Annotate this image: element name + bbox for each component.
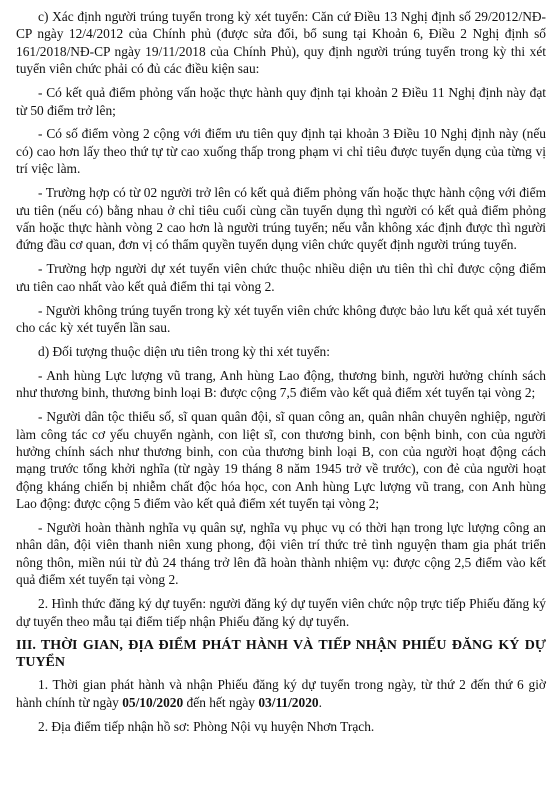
paragraph-priority-2-5: - Người hoàn thành nghĩa vụ quân sự, nghĩa vụ phục vụ có thời hạn trong lực lượng công an nhân dân, đội viên thanh niên xung phong, đội viên trí thức trẻ tình nguyện tham gia phát triển nông thôn, miền núi từ đủ 24 tháng trở lên đã hoàn thành nhiệm vụ: được cộng 2,5 điểm vào kết quả điểm xét tuyển tại vòng 2. <box>16 520 546 588</box>
paragraph-priority-7-5: - Anh hùng Lực lượng vũ trang, Anh hùng Lao động, thương binh, người hưởng chính sách như thương binh, thương binh loại B: được cộng 7,5 điểm vào kết quả điểm xét tuyển tại vòng 2; <box>16 367 546 401</box>
paragraph-location: 2. Địa điểm tiếp nhận hồ sơ: Phòng Nội vụ huyện Nhơn Trạch. <box>38 718 375 734</box>
paragraph-priority-intro: d) Đối tượng thuộc diện ưu tiên trong kỳ thi xét tuyển: <box>38 343 330 359</box>
time-text-2: đến hết ngày <box>183 694 259 710</box>
paragraph-round2-score: - Có số điểm vòng 2 cộng với điểm ưu tiên quy định tại khoản 3 Điều 10 Nghị định này (nếu có) cao hơn lấy theo thứ tự từ cao xuống thấp trong phạm vi chỉ tiêu được tuyển dụng của từng vị trí việc làm. <box>16 126 546 177</box>
time-text-1: 1. Thời gian phát hành và nhận Phiếu đăng ký dự tuyển trong ngày, từ thứ 2 đến thứ 6 giờ hành chính từ ngày <box>16 677 546 710</box>
section-heading: III. THỜI GIAN, ĐỊA ĐIỂM PHÁT HÀNH VÀ TIẾP NHẬN PHIẾU ĐĂNG KÝ DỰ TUYỂN <box>16 637 546 670</box>
paragraph-interview-score: - Có kết quả điểm phỏng vấn hoặc thực hành quy định tại khoản 2 Điều 11 Nghị định này đạt từ 50 điểm trở lên; <box>16 85 546 118</box>
paragraph-tie-break: - Trường hợp có từ 02 người trở lên có kết quả điểm phỏng vấn hoặc thực hành cộng với điểm ưu tiên (nếu có) bằng nhau ở chỉ tiêu cuối cùng cần tuyển dụng thì người có kết quả điểm phỏng vấn hoặc thực hành vòng 2 cao hơn là người trúng tuyển; nếu vẫn không xác định được thì người đứng đầu cơ quan, đơn vị có thẩm quyền tuyển dụng viên chức quyết định người trúng tuyển. <box>16 185 546 253</box>
paragraph-multiple-priority: - Trường hợp người dự xét tuyển viên chức thuộc nhiều diện ưu tiên thì chỉ được cộng điểm ưu tiên cao nhất vào kết quả điểm thi tại vòng 2. <box>16 261 546 294</box>
start-date: 05/10/2020 <box>122 694 184 710</box>
time-text-3: . <box>318 694 322 710</box>
end-date: 03/11/2020 <box>258 694 319 710</box>
paragraph-registration-form: 2. Hình thức đăng ký dự tuyển: người đăng ký dự tuyển viên chức nộp trực tiếp Phiếu đăng ký dự tuyển theo mẫu tại điểm tiếp nhận Phiếu đăng ký dự tuyển. <box>16 596 546 629</box>
paragraph-priority-5: - Người dân tộc thiểu số, sĩ quan quân đội, sĩ quan công an, quân nhân chuyên nghiệp, người làm công tác cơ yếu chuyển ngành, con liệt sĩ, con thương binh, con bệnh binh, con của người hưởng chính sách như thương binh, con của thương binh loại B, con của người hoạt động cách mạng trước tổng khởi nghĩa (từ ngày 19 tháng 8 năm 1945 trở về trước), con đẻ của người hoạt động kháng chiến bị nhiễm chất độc hóa học, con Anh hùng Lực lượng vũ trang, con Anh hùng Lao động: được cộng 5 điểm vào kết quả điểm xét tuyển tại vòng 2; <box>16 409 546 512</box>
paragraph-criteria-intro: c) Xác định người trúng tuyển trong kỳ xét tuyển: Căn cứ Điều 13 Nghị định số 29/2012/NĐ-CP ngày 12/4/2012 của Chính phủ (được sửa đổi, bổ sung tại Khoản 6, Điều 2 Nghị định số 161/2018/NĐ-CP ngày 19/11/2018 của Chính Phủ), quy định người trúng tuyển trong kỳ thi xét tuyển viên chức phải có đủ các điều kiện sau: <box>16 9 546 77</box>
paragraph-no-reserve: - Người không trúng tuyển trong kỳ xét tuyển viên chức không được bảo lưu kết quả xét tuyển cho các kỳ xét tuyển lần sau. <box>16 302 546 335</box>
paragraph-time <box>16 676 546 711</box>
